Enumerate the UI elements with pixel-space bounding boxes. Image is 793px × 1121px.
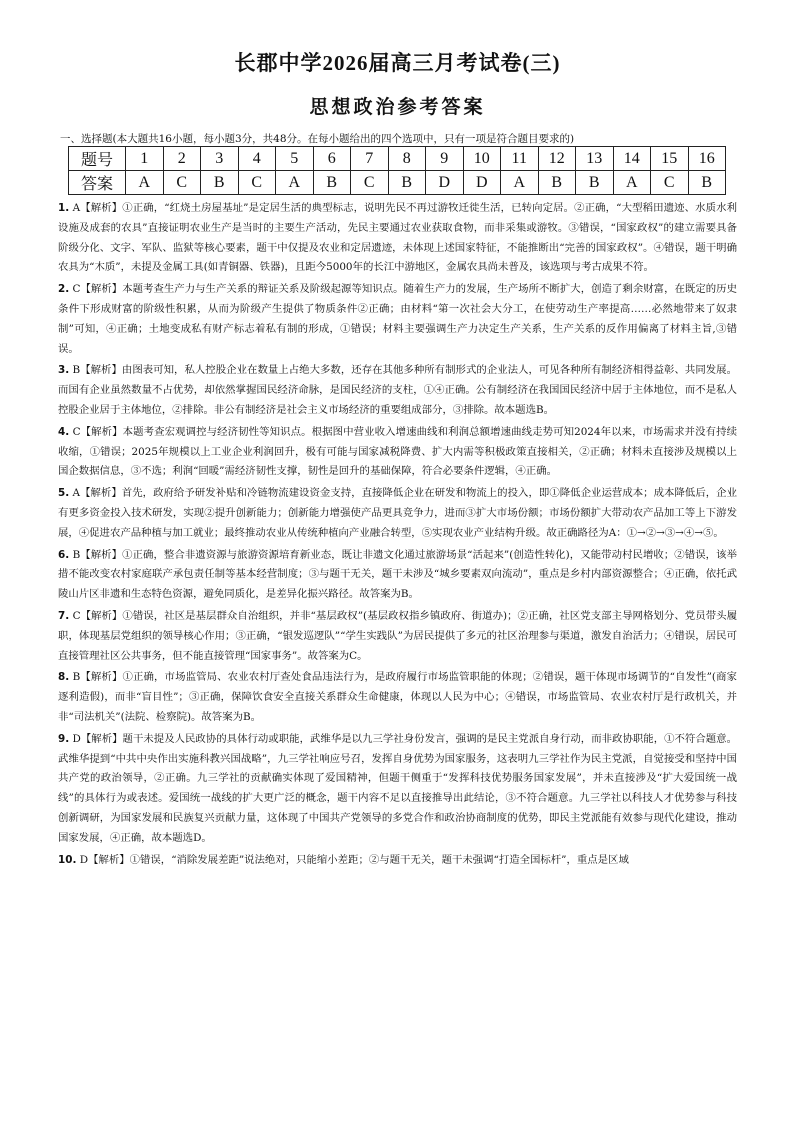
item-text: C【解析】①错误，社区是基层群众自治组织，并非“基层政权”(基层政权指乡镇政府、街道办)；②正确，社区党支部主导网格划分、党员带头履职，体现基层党组织的领导核心作用；③正确，“银发巡逻队”“学生实践队”为居民提供了多元的社区治理参与渠道，激发自治活力；④错误，居民可直接管理社区公共事务，但不能直接管理“国家事务”。故答案为C。 [58,609,737,662]
explanation-item [58,199,737,278]
answer-cell: B [688,171,726,195]
item-text: A【解析】首先，政府给予研发补贴和冷链物流建设资金支持，直接降低企业在研发和物流上的投入，即①降低企业运营成本；成本降低后，企业有更多资金投入技术研发，实现②提升创新能力；创新能力增强使产品更具竞争力，进而③扩大市场份额；市场份额扩大带动农产品加工等上下游发展，④促进农产品种植与加工就业；最终推动农业从传统种植向产业融合转型，⑤实现农业产业结构升级。故正确路径为A：①→②→③→④→⑤。 [58,487,737,539]
explanation-item [58,484,737,543]
item-text: D【解析】①错误，“消除发展差距”说法绝对，只能缩小差距；②与题干无关，题干未强调“打造全国标杆”，重点是区域 [79,853,629,866]
question-number-cell: 15 [651,147,689,171]
item-number: 4. [58,425,70,438]
question-number-cell: 8 [388,147,426,171]
question-number-row [69,147,726,171]
item-text: C【解析】本题考查宏观调控与经济韧性等知识点。根据图中营业收入增速曲线和利润总额增速曲线走势可知2024年以来，市场需求并没有持续收缩，①错误；2025年规模以上工业企业利润回升，极有可能与国家减税降费、扩大内需等积极政策直接相关，②正确；材料未直接涉及规模以上国企数据信息，③不选；利润“回暖”需经济韧性支撑，韧性是回升的基础保障，符合必要条件逻辑，④正确。 [58,425,737,478]
answer-row [69,171,726,195]
answer-cell: C [163,171,201,195]
item-text: A【解析】①正确，“红烧土房屋基址”是定居生活的典型标志，说明先民不再过游牧迁徙生活，已转向定居。②正确，“大型稻田遗迹、水质水利设施及成套的农具”直接证明农业生产是当时的主要生产活动，先民主要通过农业获取食物，而非采集或游牧。③错误，“国家政权”的建立需要具备阶级分化、文字、军队、监狱等核心要素，题干中仅提及农业和定居遗迹，未体现上述国家特征，不能推断出“完善的国家政权”。④错误，题干明确农具为“木质”，未提及金属工具(如青铜器、铁器)，且距今5000年的长江中游地区，金属农具尚未普及，该选项与考古成果不符。 [58,202,737,274]
question-number-cell: 2 [163,147,201,171]
question-number-cell: 9 [426,147,464,171]
question-number-cell: 7 [351,147,389,171]
section-heading: 一、选择题(本大题共16小题，每小题3分，共48分。在每小题给出的四个选项中，只有一项是符合题目要求的) [60,133,575,145]
question-number-cell: 12 [538,147,576,171]
answer-cell: A [501,171,539,195]
question-number-cell: 4 [238,147,276,171]
answer-cell: B [313,171,351,195]
row-label-answer: 答案 [69,171,126,195]
item-text: C【解析】本题考查生产力与生产关系的辩证关系及阶级起源等知识点。随着生产力的发展，生产场所不断扩大，创造了剩余财富，在既定的历史条件下形成财富的阶级性积累，从而为阶级产生提供了物质条件②正确；由材料“第一次社会大分工，在使劳动生产率提高……必然地带来了奴隶制”可知，④正确；土地变成私有财产标志着私有制的形成，①错误；材料主要强调生产力决定生产关系，生产关系的反作用偏离了材料主旨,③错误。 [58,283,737,355]
answer-cell: B [576,171,614,195]
item-number: 2. [58,283,70,296]
question-number-cell: 11 [501,147,539,171]
item-number: 10. [58,853,77,866]
item-number: 8. [58,671,70,684]
answer-key-table [68,146,726,195]
item-number: 6. [58,548,70,561]
row-label-question-number: 题号 [69,147,126,171]
explanation-item [58,546,737,605]
explanation-item [58,851,737,871]
answer-cell: C [351,171,389,195]
question-number-cell: 16 [688,147,726,171]
explanation-list [58,199,737,870]
answer-cell: D [426,171,464,195]
explanation-item [58,361,737,420]
item-text: B【解析】①正确，市场监管局、农业农村厅查处食品违法行为，是政府履行市场监管职能的体现；②错误，题干体现市场调节的“自发性”(商家逐利造假)，而非“盲目性”；③正确，保障饮食安全直接关系群众生命健康，体现以人民为中心；④错误，市场监管局、农业农村厅是行政机关，并非“司法机关”(法院、检察院)。故答案为B。 [58,671,737,723]
question-number-cell: 6 [313,147,351,171]
answer-cell: A [126,171,164,195]
document-title: 长郡中学2026届高三月考试卷(三) [234,51,561,75]
answer-cell: B [201,171,239,195]
question-number-cell: 13 [576,147,614,171]
item-number: 1. [58,202,70,214]
question-number-cell: 1 [126,147,164,171]
explanation-item [58,423,737,482]
answer-cell: C [238,171,276,195]
explanation-item [58,607,737,666]
item-number: 3. [58,364,70,377]
explanation-item [58,280,737,359]
answer-cell: B [388,171,426,195]
explanation-item [58,668,737,727]
answer-cell: B [538,171,576,195]
document-subtitle: 思想政治参考答案 [309,97,486,118]
question-number-cell: 14 [613,147,651,171]
item-text: D【解析】题干未提及人民政协的具体行动或职能，武维华是以九三学社身份发言，强调的是民主党派自身行动，而非政协职能，①不符合题意。武维华提到“中共中央作出实施科教兴国战略”，九三学社响应号召，发挥自身优势为国家服务，这表明九三学社作为民主党派，自觉接受和坚持中国共产党的政治领导，②正确。九三学社的贡献确实体现了爱国精神，但题干侧重于“发挥科技优势服务国家发展”，并未直接涉及“扩大爱国统一战线”的具体行为或表述。爱国统一战线的扩大更广泛的概念，题干内容不足以直接推导出此结论，③不符合题意。九三学社以科技人才优势参与科技创新调研，为国家发展和民族复兴贡献力量，这体现了中国共产党领导的多党合作和政治协商制度的优势，即民主党派能有效参与现代化建设，推动国家发展，④正确，故本题选D。 [58,732,737,844]
item-number: 7. [58,609,70,622]
answer-cell: A [276,171,314,195]
answer-cell: A [613,171,651,195]
answer-cell: C [651,171,689,195]
answer-cell: D [463,171,501,195]
question-number-cell: 3 [201,147,239,171]
item-text: B【解析】①正确，整合非遗资源与旅游资源培育新业态，既让非遗文化通过旅游场景“活起来”(创造性转化)，又能带动村民增收；②错误，该举措不能改变农村家庭联产承包责任制等基本经营制度；③与题干无关，题干未涉及“城乡要素双向流动”，重点是乡村内部资源整合；④正确，依托武陵山片区非遗和生态特色资源，避免同质化，是差异化振兴路径。故答案为B。 [58,548,737,601]
question-number-cell: 10 [463,147,501,171]
explanation-item [58,730,737,849]
item-number: 5. [58,487,70,500]
item-number: 9. [58,732,70,745]
item-text: B【解析】由图表可知，私人控股企业在数量上占绝大多数，还存在其他多种所有制形式的企业法人，可见各种所有制经济相得益彰、共同发展。而国有企业虽然数量不占优势，却依然掌握国民经济命脉，是国民经济的支柱，①④正确。公有制经济在我国国民经济中居于主体地位，而不是私人控股企业居于主体地位，②排除。非公有制经济是社会主义市场经济的重要组成部分，③排除。故本题选B。 [58,364,737,416]
question-number-cell: 5 [276,147,314,171]
